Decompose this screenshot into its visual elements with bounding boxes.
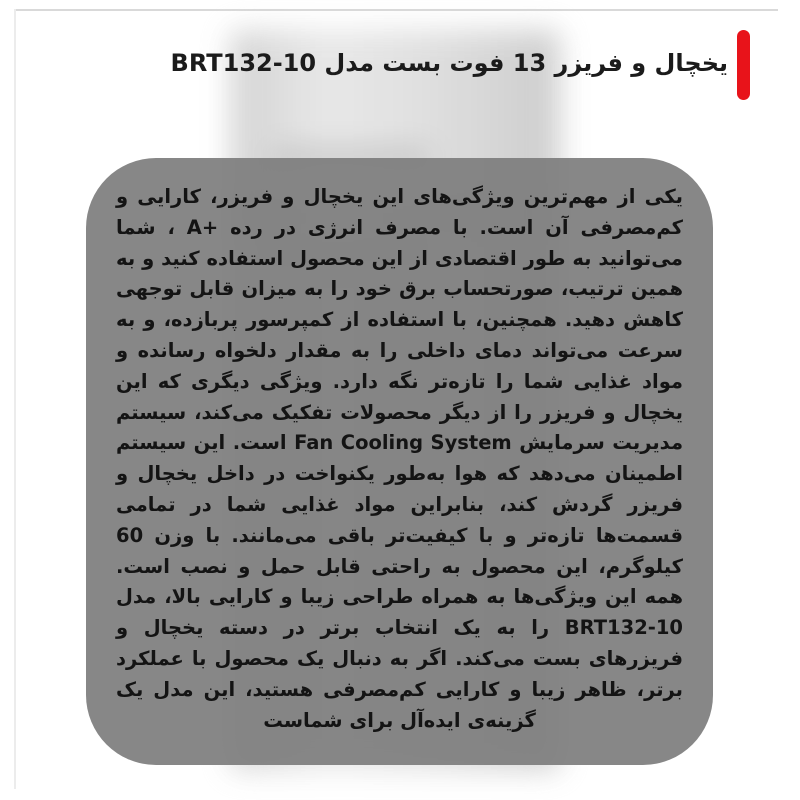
description-card — [86, 158, 713, 765]
page-title: یخچال و فریزر 13 فوت بست مدل BRT132-10 — [170, 49, 728, 77]
frame-left-divider — [14, 9, 16, 789]
title-accent-bar — [737, 30, 750, 100]
description-text: یکی از مهم‌ترین ویژگی‌های این یخچال و فریزر، کارایی و کم‌مصرفی آن است. با مصرف انرژی در رده +A ، شما می‌توانید به طور اقتصادی از این محصول استفاده کنید و به همین ترتیب، صورتحساب برق خود را به میزان قابل توجهی کاهش دهید. همچنین، با استفاده از کمپرسور پربازده، و به سرعت می‌تواند دمای داخلی را به مقدار دلخواه رسانده و مواد غذایی شما را تازه‌تر نگه دارد. ویژگی دیگری که این یخچال و فریزر را از دیگر محصولات تفکیک می‌کند، سیستم مدیریت سرمایش Fan Cooling System است. این سیستم اطمینان می‌دهد که هوا به‌طور یکنواخت در داخل یخچال و فریزر گردش کند، بنابراین مواد غذایی شما در تمامی قسمت‌ها تازه‌تر و با کیفیت‌تر باقی می‌مانند. با وزن 60 کیلوگرم، این محصول به راحتی قابل حمل و نصب است. همه این ویژگی‌ها به همراه طراحی زیبا و کارایی بالا، مدل BRT132-10 را به یک انتخاب برتر در دسته یخچال و فریزرهای بست می‌کند. اگر به دنبال یک محصول با عملکرد برتر، ظاهر زیبا و کارایی کم‌مصرفی هستید، این مدل یک گزینه‌ی ایده‌آل برای شماست — [116, 185, 684, 732]
frame-top-divider — [14, 9, 778, 11]
